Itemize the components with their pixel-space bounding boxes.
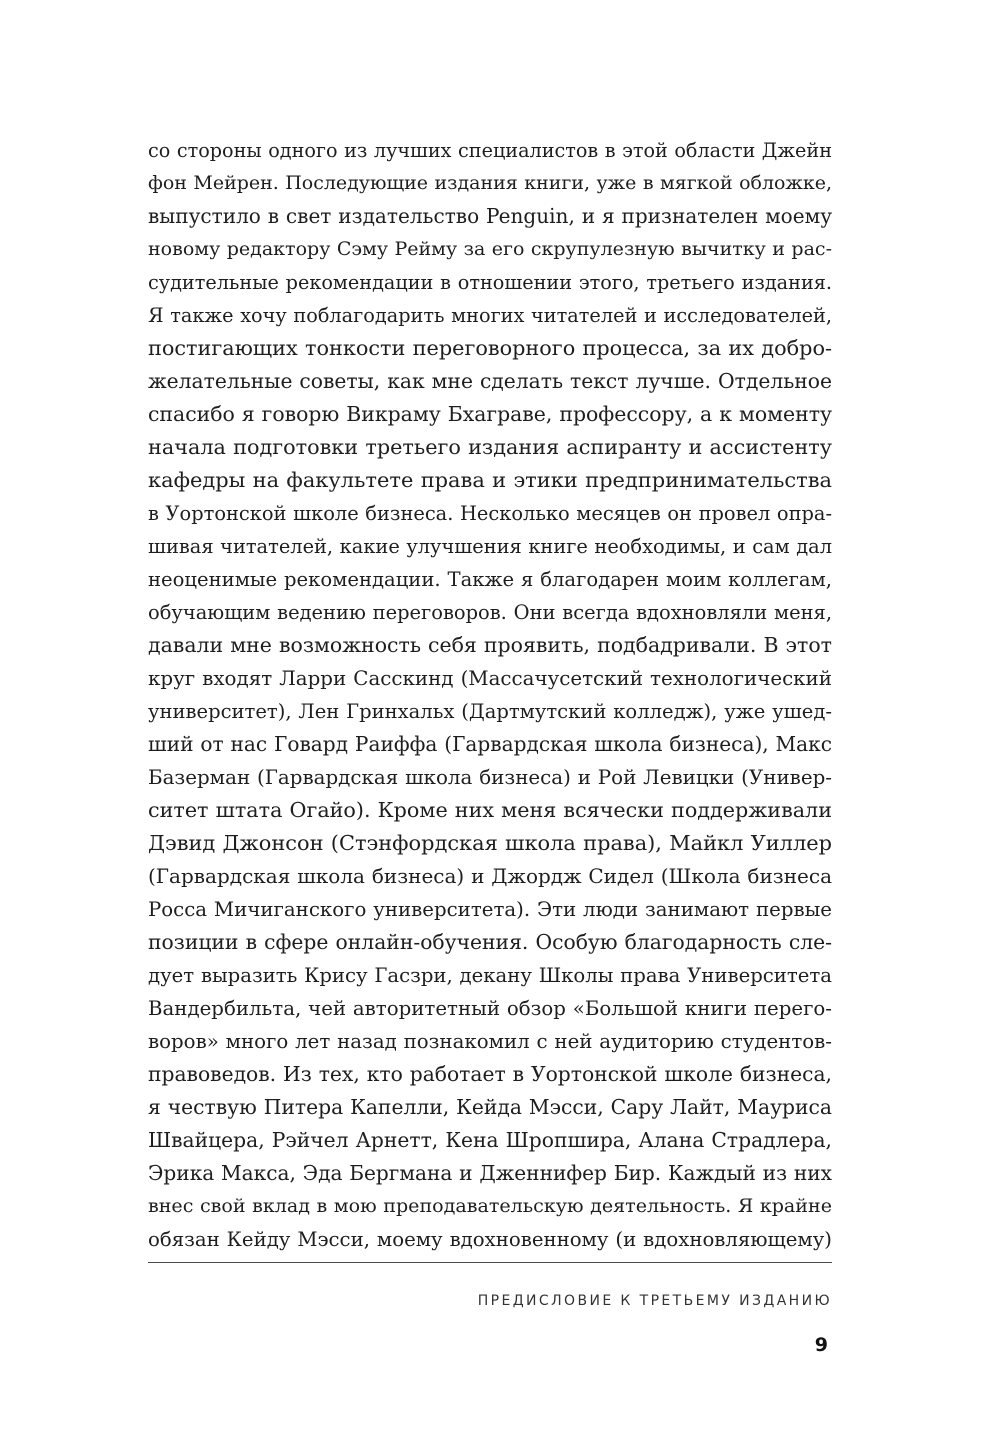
text-line: Швайцера, Рэйчел Арнетт, Кена Шропшира, Алана Страдлера, (148, 1128, 832, 1152)
running-title: ПРЕДИСЛОВИЕ К ТРЕТЬЕМУ ИЗДАНИЮ (477, 1293, 832, 1309)
text-line: Базерман (Гарвардская школа бизнеса) и Рой Левицки (Универ- (148, 766, 832, 789)
text-line: выпустило в свет издательство Penguin, и я признателен моему (148, 204, 832, 228)
text-line: университет), Лен Гринхальх (Дартмутский колледж), уже ушед- (148, 700, 832, 723)
text-line: я чествую Питера Капелли, Кейда Мэсси, Сару Лайт, Мауриса (148, 1095, 832, 1119)
text-line: постигающих тонкости переговорного процесса, за их добро- (148, 336, 832, 360)
text-line: Дэвид Джонсон (Стэнфордская школа права), Майкл Уиллер (148, 831, 832, 855)
text-line: (Гарвардская школа бизнеса) и Джордж Сидел (Школа бизнеса (148, 864, 832, 888)
text-line: ший от нас Говард Раиффа (Гарвардская школа бизнеса), Макс (148, 732, 832, 756)
text-line: воров» много лет назад познакомил с ней аудиторию студентов- (148, 1030, 832, 1053)
text-line: позиции в сфере онлайн-обучения. Особую благодарность сле- (148, 930, 832, 954)
text-line: неоценимые рекомендации. Также я благодарен моим коллегам, (148, 568, 832, 591)
text-line: начала подготовки третьего издания аспиранту и ассистенту (148, 435, 832, 459)
text-line: обязан Кейду Мэсси, моему вдохновенному (и вдохновляющему) (148, 1228, 832, 1251)
text-line: Эрика Макса, Эда Бергмана и Дженнифер Бир. Каждый из них (148, 1161, 832, 1185)
text-line: правоведов. Из тех, кто работает в Уортонской школе бизнеса, (148, 1062, 832, 1086)
text-line: дует выразить Крису Гасзри, декану Школы права Университета (148, 964, 832, 987)
text-line: кафедры на факультете права и этики предпринимательства (148, 468, 832, 492)
text-line: Я также хочу поблагодарить многих читателей и исследователей, (148, 304, 832, 327)
text-line: новому редактору Сэму Рейму за его скрупулезную вычитку и рас- (148, 238, 832, 260)
footer-divider (148, 1262, 832, 1263)
page-number: 9 (814, 1334, 828, 1356)
text-line: внес свой вклад в мою преподавательскую деятельность. Я крайне (148, 1195, 832, 1217)
text-line: Росса Мичиганского университета). Эти люди занимают первые (148, 898, 832, 921)
text-line: желательные советы, как мне сделать текст лучше. Отдельное (148, 369, 832, 393)
text-line: спасибо я говорю Викраму Бхаграве, профессору, а к моменту (148, 402, 832, 426)
text-line: судительные рекомендации в отношении этого, третьего издания. (148, 271, 832, 294)
text-line: фон Мейрен. Последующие издания книги, уже в мягкой обложке, (148, 172, 832, 194)
text-line: Вандербильта, чей авторитетный обзор «Большой книги перего- (148, 997, 832, 1020)
text-line: со стороны одного из лучших специалистов в этой области Джейн (148, 139, 832, 162)
text-line: круг входят Ларри Сасскинд (Массачусетский технологический (148, 667, 832, 690)
body-text (148, 134, 832, 1256)
text-line: шивая читателей, какие улучшения книге необходимы, и сам дал (148, 535, 832, 558)
text-line: в Уортонской школе бизнеса. Несколько месяцев он провел опра- (148, 502, 832, 525)
text-line: ситет штата Огайо). Кроме них меня всячески поддерживали (148, 798, 832, 822)
text-line: давали мне возможность себя проявить, подбадривали. В этот (148, 633, 832, 657)
text-line: обучающим ведению переговоров. Они всегда вдохновляли меня, (148, 601, 832, 624)
